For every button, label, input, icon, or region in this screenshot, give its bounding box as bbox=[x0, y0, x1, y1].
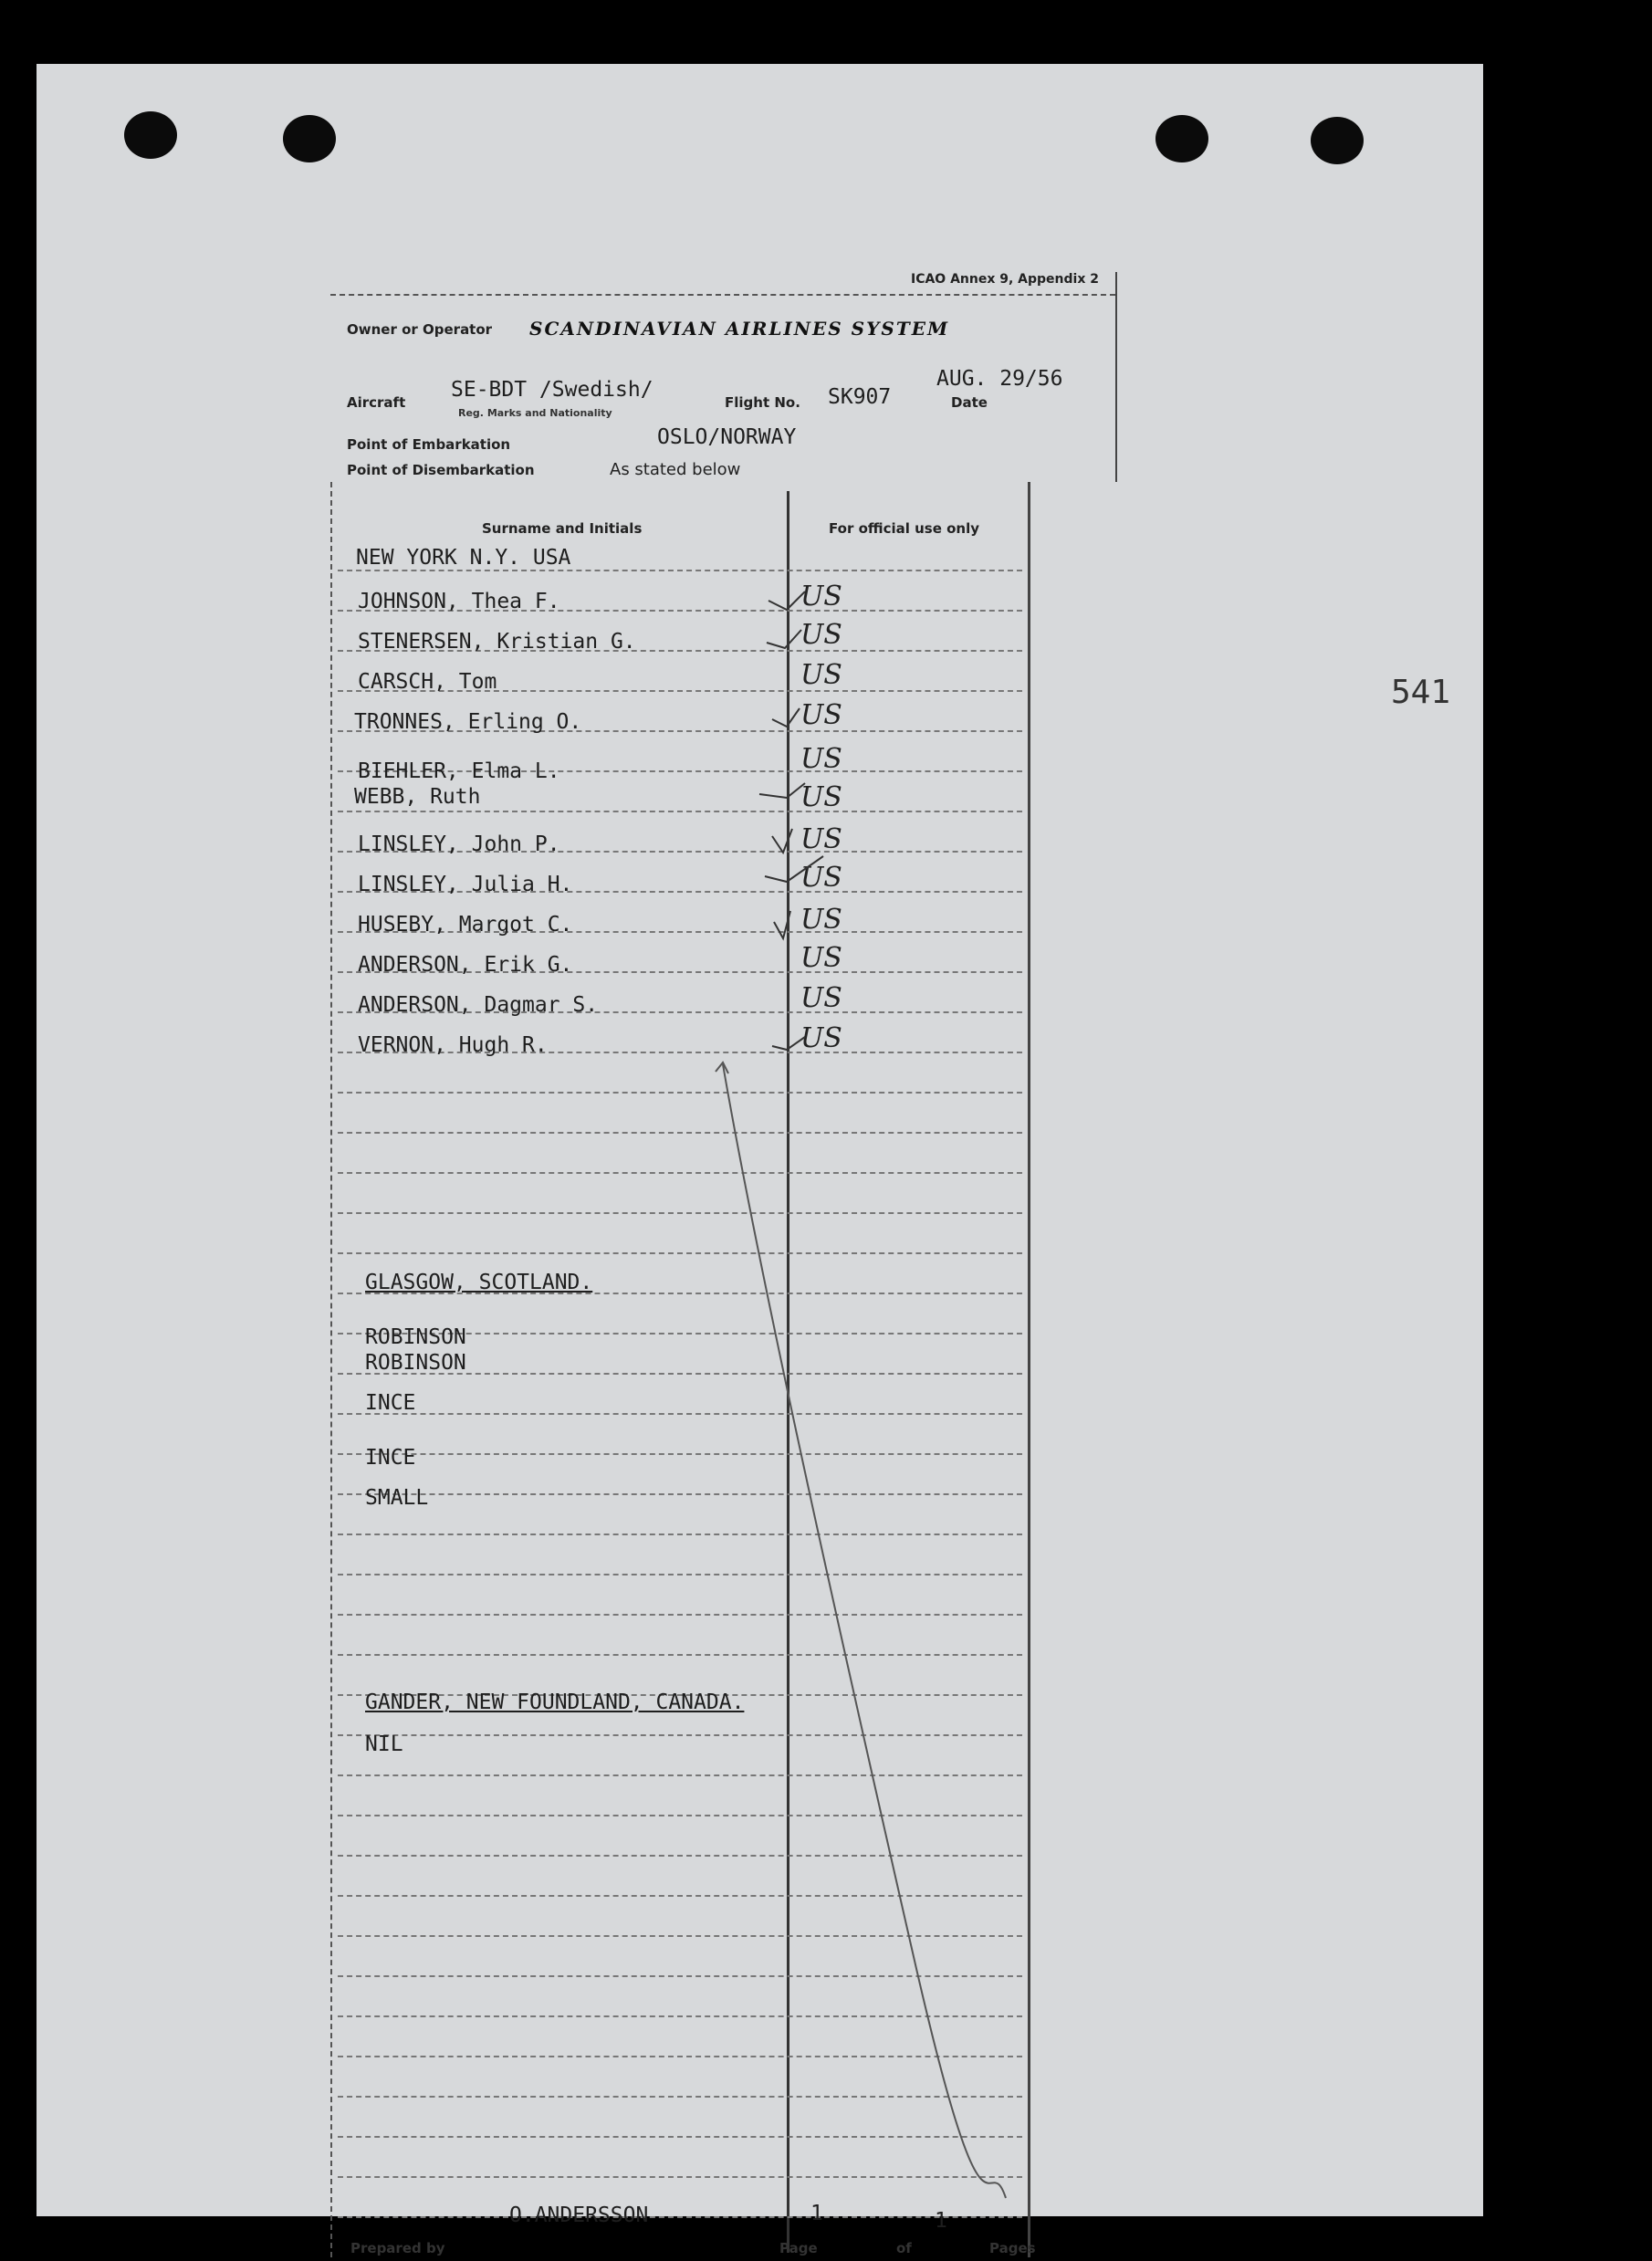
of-label: of bbox=[896, 2240, 912, 2256]
ruled-line bbox=[338, 1774, 1022, 1776]
aircraft-label: Aircraft bbox=[347, 394, 406, 411]
prepared-by-label: Prepared by bbox=[350, 2240, 445, 2256]
ruled-line bbox=[338, 2216, 1022, 2218]
ruled-line bbox=[338, 1212, 1022, 1214]
punch-hole bbox=[283, 115, 336, 162]
ruled-line bbox=[338, 1453, 1022, 1455]
ruled-line bbox=[338, 1815, 1022, 1816]
ruled-line bbox=[338, 2176, 1022, 2178]
official-mark: US bbox=[800, 942, 842, 974]
ruled-line bbox=[338, 2136, 1022, 2138]
official-mark: US bbox=[800, 619, 842, 651]
passenger-name: LINSLEY, Julia H. bbox=[358, 873, 573, 896]
official-mark: US bbox=[800, 1022, 842, 1054]
official-mark: US bbox=[800, 904, 842, 936]
passenger-name: WEBB, Ruth bbox=[354, 785, 481, 809]
passenger-name: LINSLEY, John P. bbox=[358, 832, 560, 856]
official-mark: US bbox=[800, 699, 842, 731]
ruled-line bbox=[338, 2015, 1022, 2017]
column-divider bbox=[787, 491, 789, 2253]
flight-label: Flight No. bbox=[725, 394, 800, 411]
ruled-line bbox=[338, 1895, 1022, 1897]
passenger-name: INCE bbox=[365, 1446, 416, 1470]
passenger-name: ROBINSON bbox=[365, 1351, 466, 1375]
official-mark: US bbox=[800, 862, 842, 894]
pages-label: Pages bbox=[989, 2240, 1036, 2256]
destination-heading: GLASGOW, SCOTLAND. bbox=[365, 1271, 593, 1294]
ruled-line bbox=[338, 1252, 1022, 1254]
ruled-line bbox=[338, 811, 1022, 812]
surname-column-header: Surname and Initials bbox=[482, 520, 643, 537]
ruled-line bbox=[338, 2056, 1022, 2057]
passenger-manifest-form bbox=[330, 272, 1115, 2257]
ruled-line bbox=[338, 1092, 1022, 1094]
passenger-name: CARSCH, Tom bbox=[358, 670, 497, 694]
of-value: 1 bbox=[935, 2209, 947, 2233]
passenger-name: NIL bbox=[365, 1732, 403, 1756]
prepared-by-value: O.ANDERSSON bbox=[509, 2203, 649, 2227]
flight-value: SK907 bbox=[828, 385, 892, 409]
punch-hole bbox=[1155, 115, 1208, 162]
passenger-name: SMALL bbox=[365, 1486, 429, 1510]
ruled-line bbox=[338, 1614, 1022, 1616]
ruled-line bbox=[338, 1493, 1022, 1495]
embarkation-value: OSLO/NORWAY bbox=[657, 425, 797, 449]
official-mark: US bbox=[800, 982, 842, 1014]
ruled-line bbox=[338, 1855, 1022, 1857]
passenger-name: VERNON, Hugh R. bbox=[358, 1033, 548, 1057]
ruled-line bbox=[338, 1132, 1022, 1134]
reg-marks-label: Reg. Marks and Nationality bbox=[458, 407, 612, 419]
passenger-name: ANDERSON, Dagmar S. bbox=[358, 993, 599, 1017]
ruled-line bbox=[338, 1975, 1022, 1977]
ruled-line bbox=[338, 1172, 1022, 1174]
passenger-name: STENERSEN, Kristian G. bbox=[358, 630, 636, 654]
passenger-name: JOHNSON, Thea F. bbox=[358, 590, 560, 613]
passenger-name: ANDERSON, Erik G. bbox=[358, 953, 573, 977]
document-sheet bbox=[37, 64, 1483, 2256]
aircraft-value: SE-BDT /Swedish/ bbox=[451, 378, 653, 402]
icao-reference: ICAO Annex 9, Appendix 2 bbox=[910, 272, 1099, 287]
ruled-line bbox=[338, 1574, 1022, 1575]
date-label: Date bbox=[951, 394, 988, 411]
ruled-line bbox=[338, 1413, 1022, 1415]
official-mark: US bbox=[800, 781, 842, 813]
disembarkation-value: As stated below bbox=[610, 460, 741, 479]
owner-label: Owner or Operator bbox=[347, 321, 493, 338]
official-use-column-header: For official use only bbox=[829, 520, 980, 537]
official-mark: US bbox=[800, 823, 842, 855]
passenger-name: ROBINSON bbox=[365, 1325, 466, 1349]
owner-value: SCANDINAVIAN AIRLINES SYSTEM bbox=[529, 318, 950, 340]
ruled-line bbox=[338, 1654, 1022, 1656]
punch-hole bbox=[124, 111, 177, 159]
embarkation-label: Point of Embarkation bbox=[347, 436, 511, 453]
passenger-name: INCE bbox=[365, 1391, 416, 1415]
ruled-line bbox=[338, 570, 1022, 571]
passenger-name: TRONNES, Erling O. bbox=[354, 710, 582, 734]
ruled-line bbox=[338, 1734, 1022, 1736]
disembarkation-label: Point of Disembarkation bbox=[347, 462, 535, 478]
destination-heading: NEW YORK N.Y. USA bbox=[356, 546, 571, 570]
passenger-name: HUSEBY, Margot C. bbox=[358, 913, 573, 937]
date-value: AUG. 29/56 bbox=[936, 367, 1063, 391]
archive-page-number: 541 bbox=[1391, 674, 1451, 711]
ruled-line bbox=[338, 1935, 1022, 1937]
ruled-line bbox=[338, 1534, 1022, 1535]
page-value: 1 bbox=[810, 2202, 823, 2225]
punch-hole bbox=[1311, 117, 1364, 164]
official-mark: US bbox=[800, 581, 842, 612]
official-mark: US bbox=[800, 743, 842, 775]
form-header bbox=[330, 272, 1117, 482]
page-label: Page bbox=[779, 2240, 818, 2256]
official-mark: US bbox=[800, 659, 842, 691]
passenger-name: BIEHLER, Elma L. bbox=[358, 759, 560, 783]
destination-heading: GANDER, NEW FOUNDLAND, CANADA. bbox=[365, 1691, 745, 1714]
ruled-line bbox=[338, 2096, 1022, 2098]
